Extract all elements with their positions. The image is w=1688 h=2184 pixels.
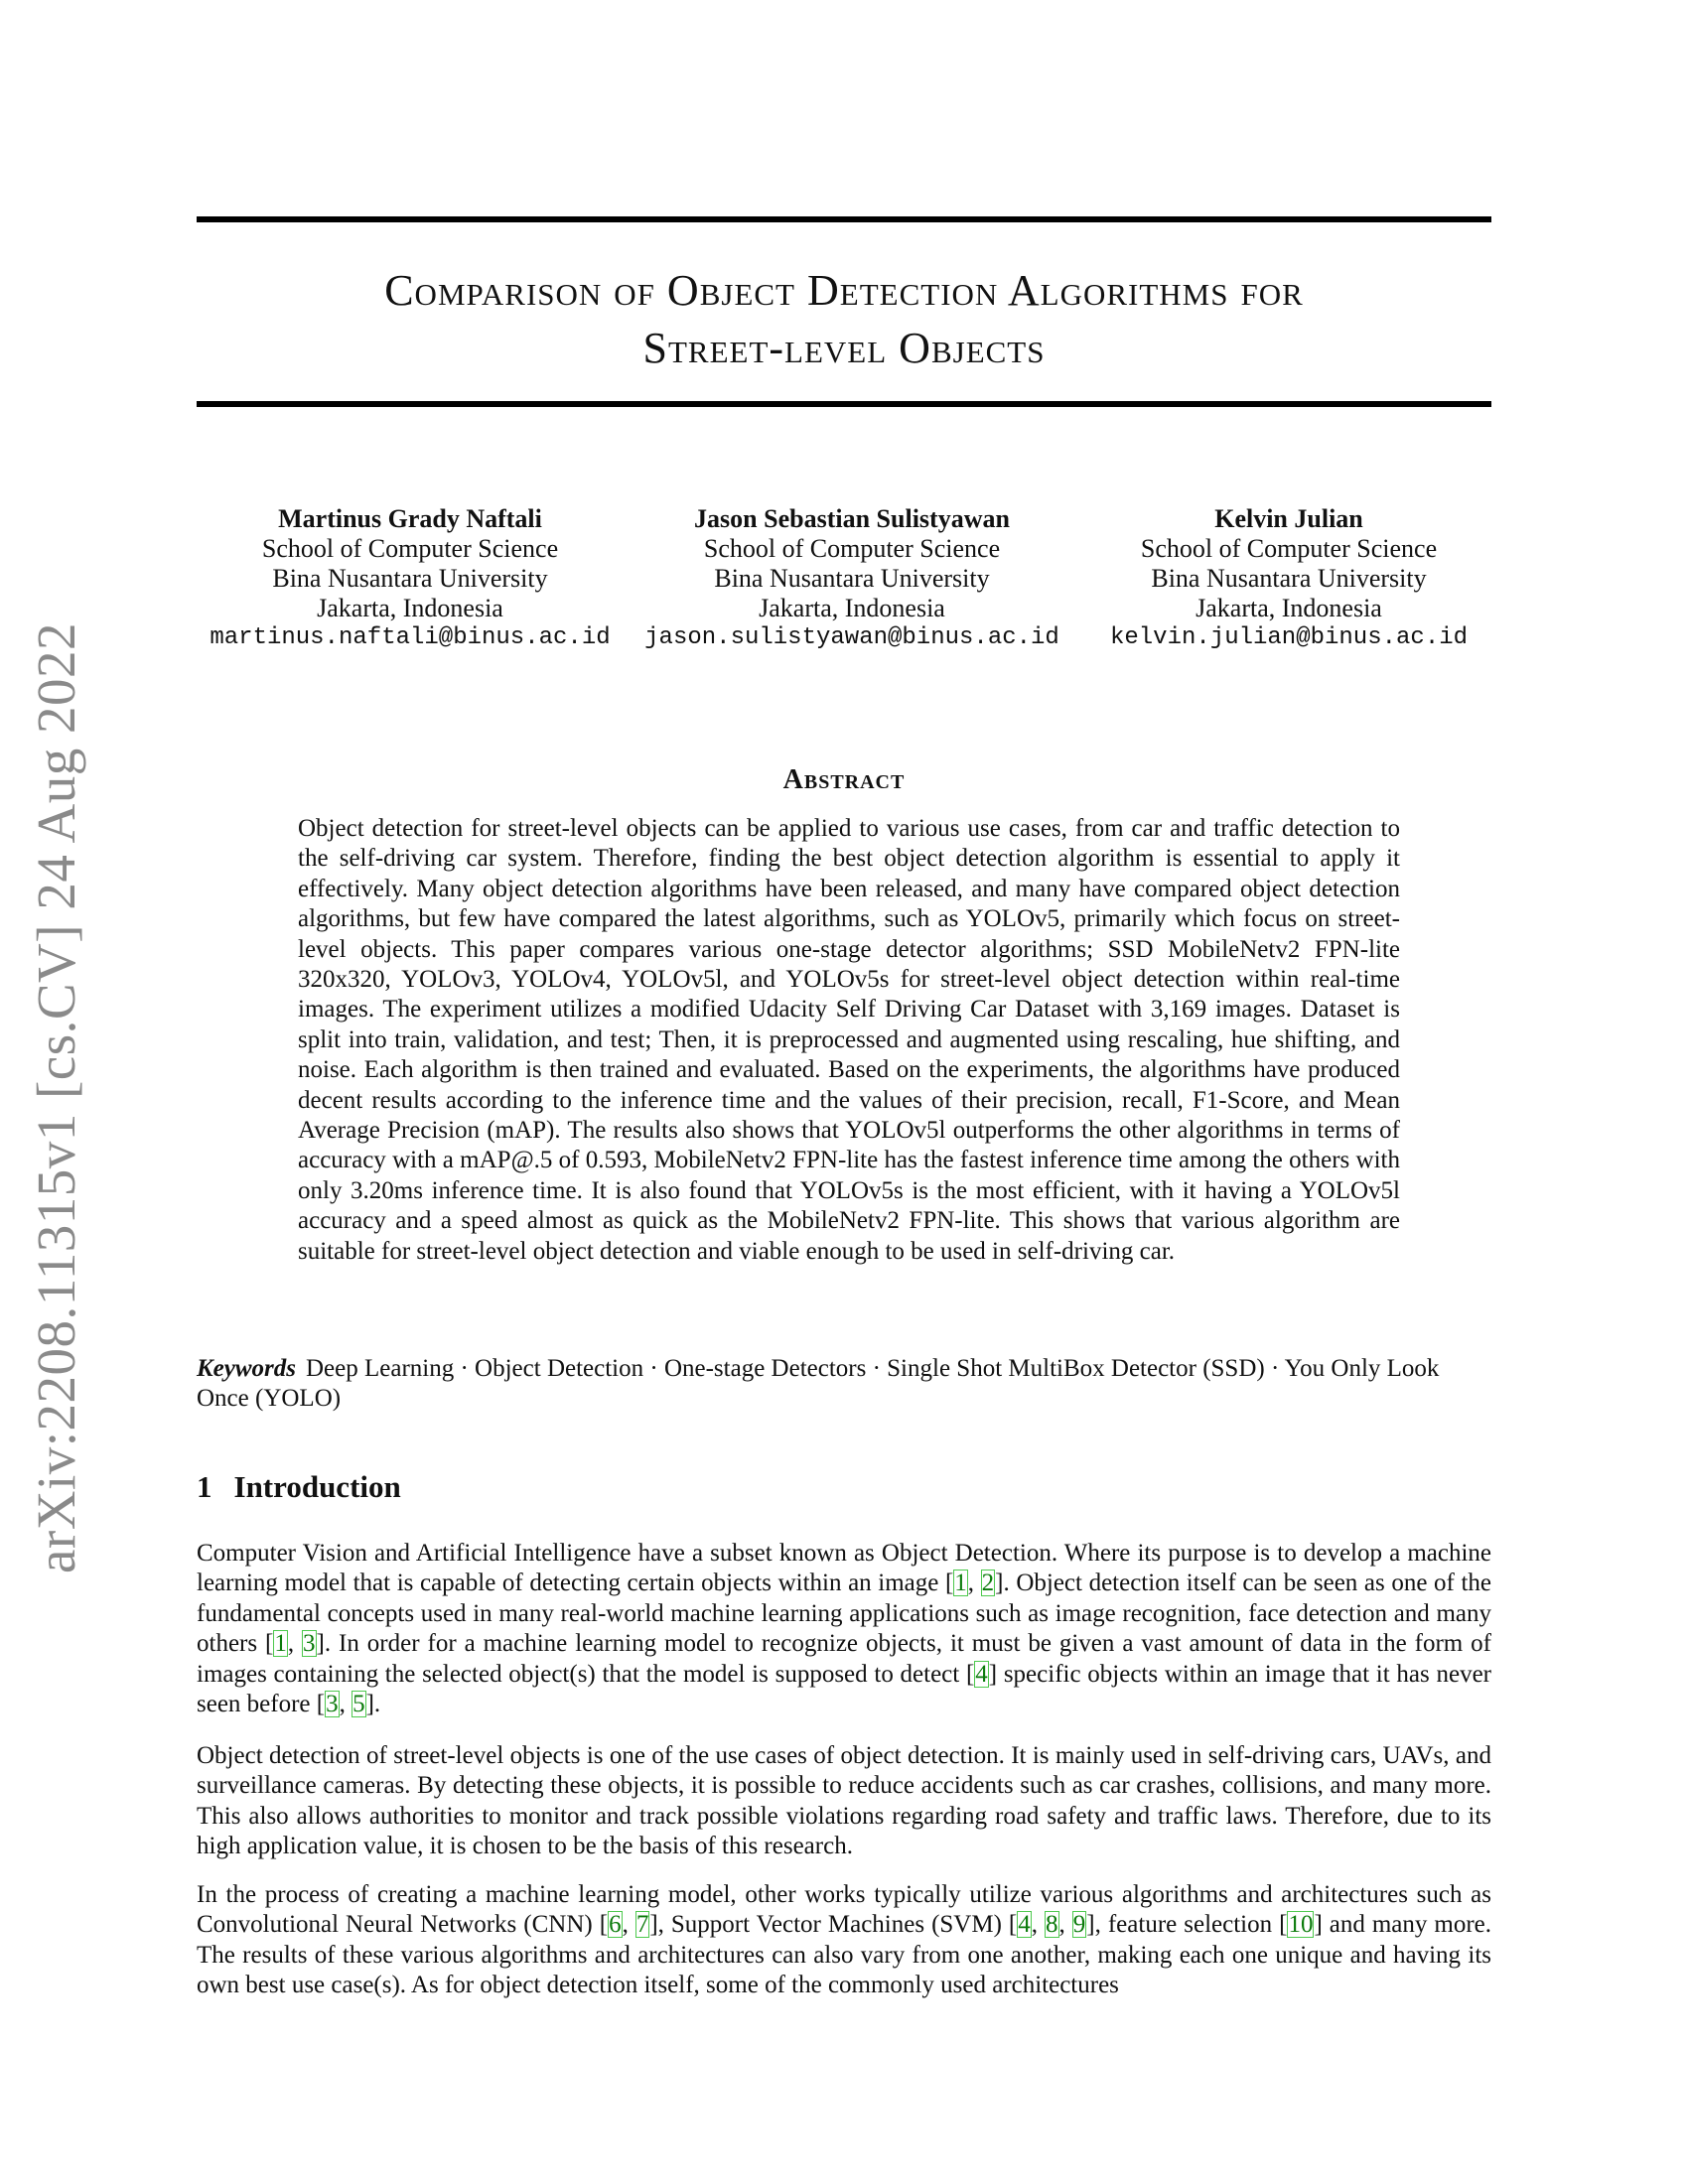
title-bottom-rule (197, 401, 1491, 407)
author-university: Bina Nusantara University (1151, 564, 1427, 593)
citation-link[interactable]: 3 (326, 1691, 339, 1718)
author-email[interactable]: kelvin.julian@binus.ac.id (1109, 624, 1469, 651)
author-2 (643, 504, 1060, 653)
citation-link[interactable]: 1 (274, 1630, 287, 1658)
citation-link[interactable]: 5 (352, 1691, 365, 1718)
arxiv-identifier: arXiv:2208.11315v1 [cs.CV] 24 Aug 2022 (26, 621, 86, 1573)
citation-link[interactable]: 6 (609, 1911, 622, 1939)
separator: , (1058, 1911, 1072, 1939)
author-3 (1090, 504, 1487, 653)
author-email[interactable]: jason.sulistyawan@binus.ac.id (644, 624, 1059, 651)
paragraph-text: ]. (365, 1691, 381, 1718)
intro-paragraph-1 (197, 1539, 1491, 1719)
author-1 (207, 504, 614, 653)
separator: , (1031, 1911, 1046, 1939)
title-line-2: Street-level Objects (642, 324, 1046, 372)
author-department: School of Computer Science (261, 534, 559, 563)
paper-title (197, 262, 1491, 377)
citation-link[interactable]: 10 (1288, 1911, 1314, 1939)
intro-paragraph-2: Object detection of street-level objects is one of the use cases of object detection. It is mainly used in self-driving cars, UAVs, and surveillance cameras. By detecting these objects, it is possible to reduce accidents such as car crashes, collisions, and many more. This also allows authorities to monitor and track possible violations regarding road safety and traffic laws. Therefore, due to its high application value, it is chosen to be the basis of this research. (197, 1742, 1491, 1860)
citation-link[interactable]: 9 (1072, 1911, 1086, 1939)
paragraph-text: In the process of creating a machine learning model, other works typically utilize various algorithms and architectures such as Convolutional Neural Networks (CNN) [ (197, 1881, 1491, 1939)
author-city: Jakarta, Indonesia (317, 594, 503, 622)
paragraph-text: ], feature selection [ (1086, 1911, 1288, 1939)
author-department: School of Computer Science (703, 534, 1001, 563)
citation-link[interactable]: 3 (303, 1630, 316, 1658)
citation-link[interactable]: 4 (1018, 1911, 1031, 1939)
abstract-text: Object detection for street-level objects can be applied to various use cases, from car and traffic detection to the self-driving car system. Therefore, finding the best object detection algorithm is essential to apply it effectively. Many object detection algorithms have been released, and many have compared object detection algorithms, but few have compared the latest algorithms, such as YOLOv5, primarily which focus on street-level objects. This paper compares various one-stage detector algorithms; SSD MobileNetv2 FPN-lite 320x320, YOLOv3, YOLOv4, YOLOv5l, and YOLOv5s for street-level object detection within real-time images. The experiment utilizes a modified Udacity Self Driving Car Dataset with 3,169 images. Dataset is split into train, validation, and test; Then, it is preprocessed and augmented using rescaling, hue shifting, and noise. Each algorithm is then trained and evaluated. Based on the experiments, the algorithms have produced decent results according to the inference time and the values of their precision, recall, F1-Score, and Mean Average Precision (mAP). The results also shows that YOLOv5l outperforms the other algorithms in terms of accuracy with a mAP@.5 of 0.593, MobileNetv2 FPN-lite has the fastest inference time among the others with only 3.20ms inference time. It is also found that YOLOv5s is the most efficient, with it having a YOLOv5l accuracy and a speed almost as quick as the MobileNetv2 FPN-lite. This shows that various algorithm are suitable for street-level object detection and viable enough to be used in self-driving car. (298, 815, 1400, 1265)
keywords-label: Keywords (197, 1355, 296, 1382)
keywords (197, 1354, 1491, 1415)
author-department: School of Computer Science (1140, 534, 1438, 563)
paragraph-text: ] and many more. The results of these various algorithms and architectures can also vary from one another, making each one unique and having its own best use case(s). As for object detection itself, some of the commonly used architectures (197, 1911, 1492, 1999)
separator: , (967, 1570, 981, 1597)
citation-link[interactable]: 2 (981, 1570, 995, 1597)
separator: , (622, 1911, 635, 1939)
citation-link[interactable]: 8 (1046, 1911, 1058, 1939)
paragraph-text: Computer Vision and Artificial Intelligence have a subset known as Object Detection. Where its purpose is to develop a machine learning model that is capable of detecting certain objects within an image [ (197, 1540, 1491, 1597)
separator: , (339, 1691, 352, 1718)
paragraph-text: ], Support Vector Machines (SVM) [ (649, 1911, 1018, 1939)
author-city: Jakarta, Indonesia (1196, 594, 1382, 622)
citation-link[interactable]: 4 (975, 1660, 988, 1688)
author-name: Martinus Grady Naftali (278, 504, 542, 533)
citation-link[interactable]: 1 (954, 1570, 967, 1597)
citation-link[interactable]: 7 (635, 1911, 649, 1939)
paragraph-text: ] specific objects within an image that it has never seen before [ (197, 1660, 1491, 1718)
author-city: Jakarta, Indonesia (759, 594, 945, 622)
section-heading-introduction (197, 1469, 401, 1505)
title-top-rule (197, 216, 1491, 222)
separator: , (287, 1630, 303, 1658)
abstract-heading: Abstract (782, 764, 906, 795)
intro-paragraph-3 (197, 1880, 1491, 2001)
author-name: Jason Sebastian Sulistyawan (694, 504, 1010, 533)
section-title: Introduction (233, 1469, 401, 1504)
paragraph-text: ]. Object detection itself can be seen as one of the fundamental concepts used in many real-world machine learning applications such as image recognition, face detection and many others [ (197, 1570, 1492, 1658)
title-line-1: Comparison of Object Detection Algorithms for (384, 266, 1304, 315)
paragraph-text: ]. In order for a machine learning model to recognize objects, it must be given a vast amount of data in the form of images containing the selected object(s) that the model is supposed to detect [ (197, 1630, 1492, 1688)
keywords-text: Deep Learning · Object Detection · One-stage Detectors · Single Shot MultiBox Detector (SSD) · You Only Look Once (YOLO) (197, 1355, 1440, 1413)
author-university: Bina Nusantara University (714, 564, 990, 593)
author-name: Kelvin Julian (1214, 504, 1363, 533)
author-university: Bina Nusantara University (272, 564, 548, 593)
section-number: 1 (197, 1469, 212, 1504)
author-email[interactable]: martinus.naftali@binus.ac.id (210, 624, 611, 651)
